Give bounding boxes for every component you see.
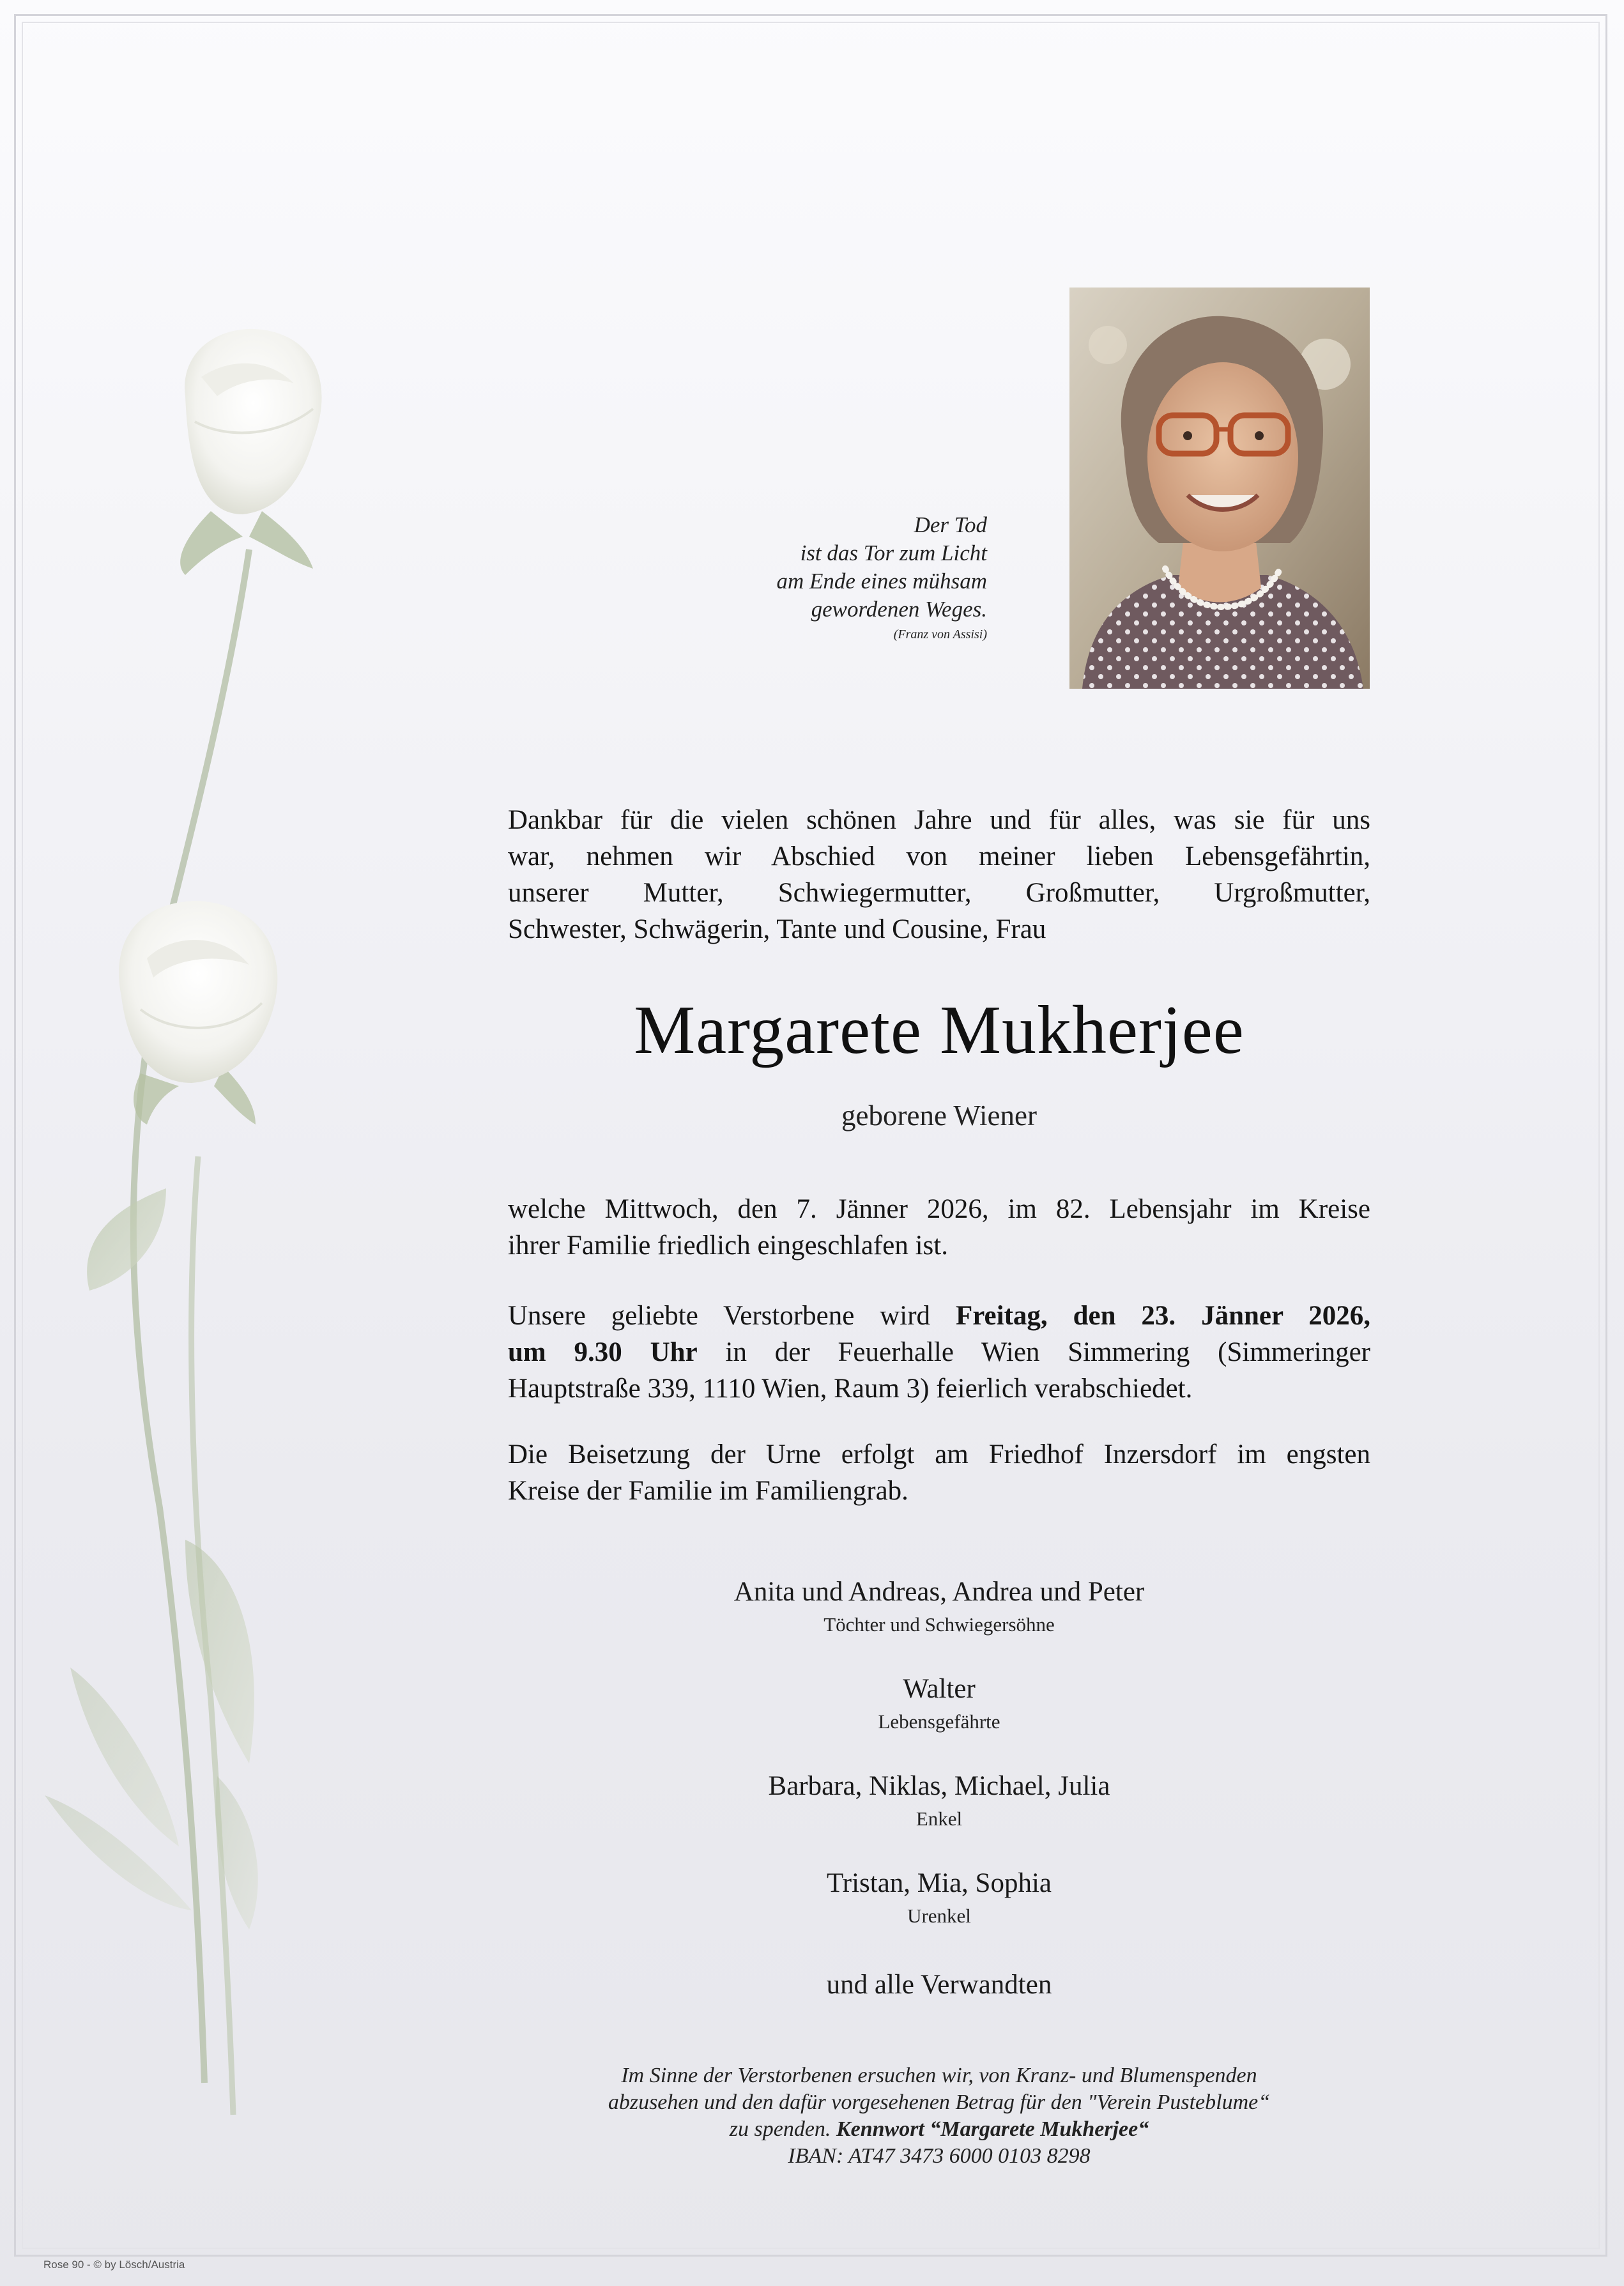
- intro-line: Dankbar für die vielen schönen Jahre und für alles, was sie für uns: [508, 805, 1370, 835]
- funeral-text: Unsere geliebte Verstorbene wird: [508, 1301, 956, 1331]
- death-line: ihrer Familie friedlich eingeschlafen ist.: [508, 1231, 948, 1261]
- quote-line: am Ende eines mühsam: [776, 569, 987, 594]
- donation-line: abzusehen und den dafür vorgesehenen Betrag für den "Verein Pusteblume“: [608, 2090, 1271, 2114]
- mourner-names: Tristan, Mia, Sophia: [827, 1868, 1052, 1898]
- mourner-names: Anita und Andreas, Andrea und Peter: [733, 1577, 1145, 1607]
- donation-keyword: Kennwort “Margarete Mukherjee“: [836, 2117, 1149, 2141]
- donation-text: zu spenden.: [729, 2117, 836, 2141]
- quote: [639, 511, 987, 644]
- funeral-paragraph: [508, 1298, 1370, 1407]
- burial-line: Die Beisetzung der Urne erfolgt am Friedhof Inzersdorf im engsten: [508, 1439, 1370, 1469]
- death-line: welche Mittwoch, den 7. Jänner 2026, im 82. Lebensjahr im Kreise: [508, 1194, 1370, 1224]
- mourner-names: Barbara, Niklas, Michael, Julia: [768, 1771, 1110, 1801]
- quote-line: gewordenen Weges.: [811, 597, 987, 622]
- funeral-line-3: Hauptstraße 339, 1110 Wien, Raum 3) feierlich verabschiedet.: [508, 1374, 1193, 1404]
- intro-paragraph: [508, 802, 1370, 947]
- mourner-role: Töchter und Schwiegersöhne: [823, 1613, 1055, 1636]
- intro-line: war, nehmen wir Abschied von meiner lieben Lebensgefährtin,: [508, 841, 1370, 871]
- intro-line: unserer Mutter, Schwiegermutter, Großmutter, Urgroßmutter,: [508, 878, 1370, 908]
- quote-line: Der Tod: [914, 512, 987, 537]
- birth-name: geborene Wiener: [841, 1100, 1037, 1131]
- intro-line: Schwester, Schwägerin, Tante und Cousine, Frau: [508, 914, 1046, 944]
- burial-line: Kreise der Familie im Familiengrab.: [508, 1476, 908, 1506]
- relatives-line: und alle Verwandten: [826, 1970, 1052, 2000]
- funeral-date: Freitag, den 23. Jänner 2026,: [955, 1301, 1370, 1331]
- quote-line: ist das Tor zum Licht: [800, 541, 987, 565]
- death-paragraph: [508, 1191, 1370, 1264]
- deceased-name: Margarete Mukherjee: [634, 992, 1245, 1068]
- funeral-time: um 9.30 Uhr: [508, 1337, 698, 1367]
- funeral-line-1: [508, 1298, 1370, 1334]
- white-rose-illustration: [38, 294, 498, 2147]
- funeral-place: in der Feuerhalle Wien Simmering (Simmeringer: [697, 1337, 1370, 1367]
- donation-note: [460, 2062, 1418, 2170]
- funeral-line-2: [508, 1334, 1370, 1370]
- quote-source: (Franz von Assisi): [893, 627, 987, 641]
- donation-iban: IBAN: AT47 3473 6000 0103 8298: [788, 2144, 1091, 2168]
- donation-line-3: [460, 2116, 1418, 2143]
- mourner-names: Walter: [903, 1674, 976, 1704]
- mourner-role: Urenkel: [907, 1905, 971, 1927]
- donation-line: Im Sinne der Verstorbenen ersuchen wir, von Kranz- und Blumenspenden: [621, 2064, 1257, 2087]
- portrait-photo: [1069, 288, 1370, 689]
- mourner-role: Enkel: [915, 1807, 963, 1830]
- copyright-notice: Rose 90 - © by Lösch/Austria: [43, 2259, 185, 2271]
- mourner-role: Lebensgefährte: [878, 1710, 1000, 1733]
- burial-paragraph: [508, 1436, 1370, 1509]
